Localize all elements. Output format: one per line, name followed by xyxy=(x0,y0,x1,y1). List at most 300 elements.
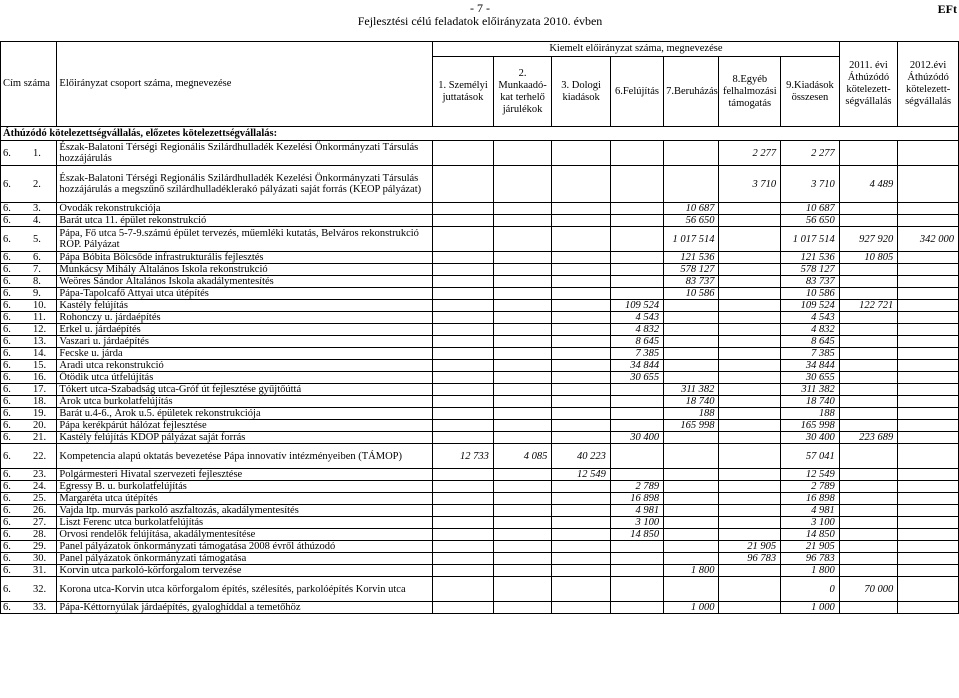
table-row xyxy=(1,264,959,276)
cell-item-number: 33. xyxy=(33,602,47,613)
cell-c3 xyxy=(552,577,611,602)
cell-c6 xyxy=(610,396,663,408)
cell-c8 xyxy=(719,252,781,264)
cell-c8 xyxy=(719,432,781,444)
cell-c6 xyxy=(610,577,663,602)
cell-y11 xyxy=(839,553,898,565)
cell-name: Fecske u. járda xyxy=(57,348,433,360)
cell-cim xyxy=(1,360,57,372)
cell-y11: 122 721 xyxy=(839,300,898,312)
cell-cim-value: 6. xyxy=(3,203,11,214)
col-csoport: Előirányzat csoport száma, megnevezése xyxy=(57,42,433,127)
cell-c2 xyxy=(493,215,552,227)
cell-name: Észak-Balatoni Térségi Regionális Szilárdhulladék Kezelési Önkormányzati Társulás hozzájárulás a megszűnő szilárdhulladéklerakó pályázati saját forrás (KEOP pályázat) xyxy=(57,166,433,203)
cell-name: Pápa Bóbita Bölcsőde infrastrukturális fejlesztés xyxy=(57,252,433,264)
table-row xyxy=(1,602,959,614)
cell-y12 xyxy=(898,264,959,276)
cell-cim xyxy=(1,444,57,469)
cell-cim-value: 6. xyxy=(3,264,11,275)
cell-c6: 7 385 xyxy=(610,348,663,360)
table-row xyxy=(1,203,959,215)
cell-cim-value: 6. xyxy=(3,396,11,407)
cell-y12 xyxy=(898,252,959,264)
cell-c7: 165 998 xyxy=(664,420,719,432)
cell-c1 xyxy=(433,577,494,602)
cell-c7: 188 xyxy=(664,408,719,420)
page-subtitle: Fejlesztési célú feladatok előirányzata 2010. évben xyxy=(357,14,603,28)
cell-item-number: 18. xyxy=(33,396,47,407)
cell-cim xyxy=(1,141,57,166)
cell-c3 xyxy=(552,408,611,420)
cell-c6: 2 789 xyxy=(610,481,663,493)
cell-cim-value: 6. xyxy=(3,215,11,226)
cell-y11 xyxy=(839,517,898,529)
cell-c6 xyxy=(610,203,663,215)
cell-c9: 30 655 xyxy=(781,372,840,384)
cell-y12 xyxy=(898,276,959,288)
cell-y12 xyxy=(898,541,959,553)
table-row xyxy=(1,396,959,408)
cell-cim-value: 6. xyxy=(3,481,11,492)
cell-c2 xyxy=(493,252,552,264)
cell-item-number: 22. xyxy=(33,450,47,462)
cell-c8 xyxy=(719,505,781,517)
cell-name: Kompetencia alapú oktatás bevezetése Pápa innovatív intézményeiben (TÁMOP) xyxy=(57,444,433,469)
cell-c8 xyxy=(719,324,781,336)
cell-c7: 578 127 xyxy=(664,264,719,276)
cell-item-number: 23. xyxy=(33,469,47,480)
cell-item-number: 32. xyxy=(33,583,47,595)
cell-c8: 3 710 xyxy=(719,166,781,203)
cell-cim-value: 6. xyxy=(3,360,11,371)
cell-cim-value: 6. xyxy=(3,432,11,443)
cell-c1: 12 733 xyxy=(433,444,494,469)
cell-name: Margaréta utca útépítés xyxy=(57,493,433,505)
cell-c8 xyxy=(719,384,781,396)
cell-cim-value: 6. xyxy=(3,336,11,347)
cell-cim xyxy=(1,493,57,505)
cell-c3: 40 223 xyxy=(552,444,611,469)
cell-c1 xyxy=(433,529,494,541)
cell-c6: 8 645 xyxy=(610,336,663,348)
cell-y11 xyxy=(839,288,898,300)
cell-c3 xyxy=(552,360,611,372)
cell-c9: 4 832 xyxy=(781,324,840,336)
cell-c1 xyxy=(433,432,494,444)
cell-name: Tókert utca-Szabadság utca-Gróf út fejlesztése gyűjtőúttá xyxy=(57,384,433,396)
cell-cim-value: 6. xyxy=(3,147,11,159)
cell-cim-value: 6. xyxy=(3,517,11,528)
cell-item-number: 27. xyxy=(33,517,47,528)
table-row xyxy=(1,141,959,166)
cell-cim-value: 6. xyxy=(3,529,11,540)
cell-c3 xyxy=(552,565,611,577)
cell-y11 xyxy=(839,264,898,276)
cell-c7: 83 737 xyxy=(664,276,719,288)
cell-c3 xyxy=(552,215,611,227)
cell-cim xyxy=(1,408,57,420)
cell-c9: 3 100 xyxy=(781,517,840,529)
cell-c2 xyxy=(493,384,552,396)
cell-c1 xyxy=(433,141,494,166)
cell-c9: 57 041 xyxy=(781,444,840,469)
cell-c3 xyxy=(552,432,611,444)
cell-cim-value: 6. xyxy=(3,233,11,245)
cell-y11 xyxy=(839,312,898,324)
cell-y12 xyxy=(898,312,959,324)
cell-c6 xyxy=(610,141,663,166)
cell-c7 xyxy=(664,529,719,541)
cell-name: Panel pályázatok önkormányzati támogatása 2008 évről áthúzodó xyxy=(57,541,433,553)
table-row xyxy=(1,541,959,553)
cell-y11: 10 805 xyxy=(839,252,898,264)
cell-c7 xyxy=(664,444,719,469)
cell-y11: 70 000 xyxy=(839,577,898,602)
cell-c8: 2 277 xyxy=(719,141,781,166)
table-row xyxy=(1,408,959,420)
cell-c3 xyxy=(552,372,611,384)
cell-c6: 4 832 xyxy=(610,324,663,336)
cell-c9: 16 898 xyxy=(781,493,840,505)
cell-c6 xyxy=(610,565,663,577)
cell-y12 xyxy=(898,565,959,577)
cell-c2 xyxy=(493,408,552,420)
cell-c8 xyxy=(719,565,781,577)
cell-c9: 121 536 xyxy=(781,252,840,264)
cell-cim-value: 6. xyxy=(3,178,11,190)
cell-y12 xyxy=(898,553,959,565)
cell-c1 xyxy=(433,408,494,420)
cell-name: Korvin utca parkoló-körforgalom tervezése xyxy=(57,565,433,577)
cell-name: Pápa-Tapolcafő Attyai utca útépítés xyxy=(57,288,433,300)
cell-c1 xyxy=(433,396,494,408)
cell-c3 xyxy=(552,481,611,493)
cell-cim xyxy=(1,396,57,408)
cell-c3 xyxy=(552,336,611,348)
cell-c3 xyxy=(552,141,611,166)
cell-c1 xyxy=(433,166,494,203)
cell-c8 xyxy=(719,300,781,312)
table-row xyxy=(1,312,959,324)
cell-y12 xyxy=(898,372,959,384)
cell-item-number: 24. xyxy=(33,481,47,492)
cell-c9: 34 844 xyxy=(781,360,840,372)
page-number: - 7 - xyxy=(470,1,490,15)
cell-c8 xyxy=(719,517,781,529)
table-row xyxy=(1,324,959,336)
cell-cim-value: 6. xyxy=(3,505,11,516)
cell-c9: 56 650 xyxy=(781,215,840,227)
cell-item-number: 5. xyxy=(33,233,41,245)
cell-cim xyxy=(1,469,57,481)
table-row xyxy=(1,432,959,444)
cell-c2 xyxy=(493,553,552,565)
col-2012: 2012.évi Áthúzódó kötelezett-ségvállalás xyxy=(898,42,959,127)
cell-c9: 578 127 xyxy=(781,264,840,276)
cell-name: Kastély felújítás KDOP pályázat saját forrás xyxy=(57,432,433,444)
cell-c7: 121 536 xyxy=(664,252,719,264)
cell-c9: 165 998 xyxy=(781,420,840,432)
cell-item-number: 31. xyxy=(33,565,47,576)
cell-c7: 1 017 514 xyxy=(664,227,719,252)
cell-y12 xyxy=(898,288,959,300)
cell-c2 xyxy=(493,141,552,166)
cell-c9: 30 400 xyxy=(781,432,840,444)
cell-c2 xyxy=(493,505,552,517)
cell-name: Liszt Ferenc utca burkolatfelújítás xyxy=(57,517,433,529)
cell-c1 xyxy=(433,264,494,276)
cell-name: Polgármesteri Hivatal szervezeti fejlesztése xyxy=(57,469,433,481)
cell-c9: 311 382 xyxy=(781,384,840,396)
cell-y11 xyxy=(839,372,898,384)
cell-c2: 4 085 xyxy=(493,444,552,469)
cell-name: Barát utca 11. épület rekonstrukció xyxy=(57,215,433,227)
cell-c7: 56 650 xyxy=(664,215,719,227)
cell-c7 xyxy=(664,348,719,360)
cell-c8 xyxy=(719,493,781,505)
cell-c9: 10 586 xyxy=(781,288,840,300)
cell-cim-value: 6. xyxy=(3,553,11,564)
cell-item-number: 3. xyxy=(33,203,41,214)
cell-c3 xyxy=(552,300,611,312)
cell-c1 xyxy=(433,493,494,505)
cell-c8 xyxy=(719,577,781,602)
cell-c7 xyxy=(664,469,719,481)
cell-c1 xyxy=(433,288,494,300)
cell-c6 xyxy=(610,264,663,276)
cell-c2 xyxy=(493,469,552,481)
cell-y12: 342 000 xyxy=(898,227,959,252)
cell-y12 xyxy=(898,408,959,420)
cell-c6 xyxy=(610,541,663,553)
cell-c9: 188 xyxy=(781,408,840,420)
cell-cim-value: 6. xyxy=(3,493,11,504)
cell-c7 xyxy=(664,577,719,602)
cell-name: Kastély felújítás xyxy=(57,300,433,312)
cell-y11 xyxy=(839,493,898,505)
cell-c1 xyxy=(433,324,494,336)
cell-c1 xyxy=(433,203,494,215)
cell-item-number: 8. xyxy=(33,276,41,287)
cell-c3 xyxy=(552,602,611,614)
cell-y12 xyxy=(898,602,959,614)
cell-c1 xyxy=(433,553,494,565)
cell-c7 xyxy=(664,300,719,312)
cell-c6: 14 850 xyxy=(610,529,663,541)
cell-item-number: 13. xyxy=(33,336,47,347)
cell-name: Aradi utca rekonstrukció xyxy=(57,360,433,372)
cell-c9: 96 783 xyxy=(781,553,840,565)
cell-y11 xyxy=(839,348,898,360)
table-row xyxy=(1,577,959,602)
cell-cim xyxy=(1,432,57,444)
cell-c8 xyxy=(719,420,781,432)
cell-c3 xyxy=(552,396,611,408)
cell-cim xyxy=(1,227,57,252)
cell-name: Weöres Sándor Általános Iskola akadálymentesítés xyxy=(57,276,433,288)
cell-c2 xyxy=(493,493,552,505)
cell-y12 xyxy=(898,336,959,348)
table-row xyxy=(1,420,959,432)
cell-y11 xyxy=(839,481,898,493)
cell-c9: 1 000 xyxy=(781,602,840,614)
cell-c3 xyxy=(552,203,611,215)
cell-cim xyxy=(1,312,57,324)
cell-c6: 3 100 xyxy=(610,517,663,529)
cell-y11 xyxy=(839,360,898,372)
cell-c8 xyxy=(719,312,781,324)
cell-c6 xyxy=(610,420,663,432)
cell-c7 xyxy=(664,372,719,384)
cell-c8 xyxy=(719,348,781,360)
cell-cim xyxy=(1,372,57,384)
cell-cim-value: 6. xyxy=(3,565,11,576)
table-row xyxy=(1,493,959,505)
cell-item-number: 7. xyxy=(33,264,41,275)
cell-y11 xyxy=(839,505,898,517)
table-row xyxy=(1,215,959,227)
cell-c9: 12 549 xyxy=(781,469,840,481)
table-row xyxy=(1,252,959,264)
cell-c8 xyxy=(719,529,781,541)
cell-y12 xyxy=(898,360,959,372)
cell-c1 xyxy=(433,541,494,553)
cell-name: Észak-Balatoni Térségi Regionális Szilárdhulladék Kezelési Önkormányzati Társulás hozzájárulás xyxy=(57,141,433,166)
cell-cim xyxy=(1,348,57,360)
cell-item-number: 15. xyxy=(33,360,47,371)
cell-c7: 10 586 xyxy=(664,288,719,300)
cell-cim xyxy=(1,505,57,517)
cell-y12 xyxy=(898,166,959,203)
cell-c9: 21 905 xyxy=(781,541,840,553)
cell-c6: 4 543 xyxy=(610,312,663,324)
cell-c6: 34 844 xyxy=(610,360,663,372)
cell-c9: 2 277 xyxy=(781,141,840,166)
cell-cim-value: 6. xyxy=(3,602,11,613)
cell-c2 xyxy=(493,517,552,529)
cell-item-number: 21. xyxy=(33,432,47,443)
cell-y12 xyxy=(898,577,959,602)
cell-c3 xyxy=(552,529,611,541)
cell-name: Ötödik utca útfelújítás xyxy=(57,372,433,384)
cell-name: Óvodák rekonstrukciója xyxy=(57,203,433,215)
cell-c6: 109 524 xyxy=(610,300,663,312)
cell-y11 xyxy=(839,324,898,336)
cell-c2 xyxy=(493,166,552,203)
table-row xyxy=(1,517,959,529)
cell-c1 xyxy=(433,505,494,517)
cell-c6 xyxy=(610,227,663,252)
cell-c7 xyxy=(664,541,719,553)
cell-cim-value: 6. xyxy=(3,288,11,299)
cell-c2 xyxy=(493,360,552,372)
cell-c8 xyxy=(719,215,781,227)
cell-name: Rohonczy u. járdaépítés xyxy=(57,312,433,324)
cell-c6: 30 400 xyxy=(610,432,663,444)
cell-c3 xyxy=(552,166,611,203)
cell-c6 xyxy=(610,276,663,288)
cell-c8: 21 905 xyxy=(719,541,781,553)
cell-y11: 4 489 xyxy=(839,166,898,203)
cell-c8 xyxy=(719,408,781,420)
cell-cim xyxy=(1,288,57,300)
cell-c7 xyxy=(664,493,719,505)
table-row xyxy=(1,469,959,481)
table-row xyxy=(1,444,959,469)
cell-c2 xyxy=(493,565,552,577)
cell-item-number: 19. xyxy=(33,408,47,419)
cell-c2 xyxy=(493,227,552,252)
cell-c9: 0 xyxy=(781,577,840,602)
cell-item-number: 11. xyxy=(33,312,46,323)
cell-c2 xyxy=(493,324,552,336)
cell-c2 xyxy=(493,288,552,300)
cell-c7 xyxy=(664,432,719,444)
cell-cim-value: 6. xyxy=(3,384,11,395)
cell-c8 xyxy=(719,444,781,469)
cell-y12 xyxy=(898,469,959,481)
table-row xyxy=(1,481,959,493)
cell-y11 xyxy=(839,565,898,577)
cell-c7: 1 800 xyxy=(664,565,719,577)
col-dologi: 3. Dologi kiadások xyxy=(552,57,611,127)
cell-y11 xyxy=(839,469,898,481)
cell-c9: 2 789 xyxy=(781,481,840,493)
cell-c1 xyxy=(433,276,494,288)
cell-y12 xyxy=(898,348,959,360)
cell-cim xyxy=(1,420,57,432)
cell-c2 xyxy=(493,276,552,288)
cell-y11 xyxy=(839,408,898,420)
cell-c9: 83 737 xyxy=(781,276,840,288)
cell-name: Orvosi rendelők felújítása, akadálymentesítése xyxy=(57,529,433,541)
table-row xyxy=(1,505,959,517)
cell-c7: 10 687 xyxy=(664,203,719,215)
cell-c1 xyxy=(433,336,494,348)
cell-y12 xyxy=(898,444,959,469)
cell-c1 xyxy=(433,420,494,432)
cell-c7: 18 740 xyxy=(664,396,719,408)
cell-c3 xyxy=(552,276,611,288)
table-row xyxy=(1,553,959,565)
cell-name: Pápa-Kéttornyúlak járdaépítés, gyaloghíddal a temetőhöz xyxy=(57,602,433,614)
cell-c6 xyxy=(610,288,663,300)
cell-c2 xyxy=(493,577,552,602)
cell-c3: 12 549 xyxy=(552,469,611,481)
cell-c2 xyxy=(493,264,552,276)
table-row xyxy=(1,372,959,384)
cell-c7 xyxy=(664,553,719,565)
cell-c2 xyxy=(493,396,552,408)
col-2011: 2011. évi Áthúzódó kötelezett-ségvállalás xyxy=(839,42,898,127)
col-osszesen: 9.Kiadások összesen xyxy=(781,57,840,127)
cell-cim xyxy=(1,541,57,553)
cell-item-number: 4. xyxy=(33,215,41,226)
table-row xyxy=(1,336,959,348)
cell-c1 xyxy=(433,360,494,372)
cell-c1 xyxy=(433,469,494,481)
cell-c6 xyxy=(610,252,663,264)
section-title: Áthúzódó kötelezettségvállalás, előzetes kötelezettségvállalás: xyxy=(1,127,959,141)
table-row xyxy=(1,300,959,312)
cell-cim xyxy=(1,264,57,276)
cell-name: Vaszari u. járdaépítés xyxy=(57,336,433,348)
cell-c2 xyxy=(493,372,552,384)
col-beruhazas: 7.Beruházás xyxy=(664,57,719,127)
cell-y12 xyxy=(898,529,959,541)
cell-name: Munkácsy Mihály Általános Iskola rekonstrukció xyxy=(57,264,433,276)
cell-cim-value: 6. xyxy=(3,583,11,595)
